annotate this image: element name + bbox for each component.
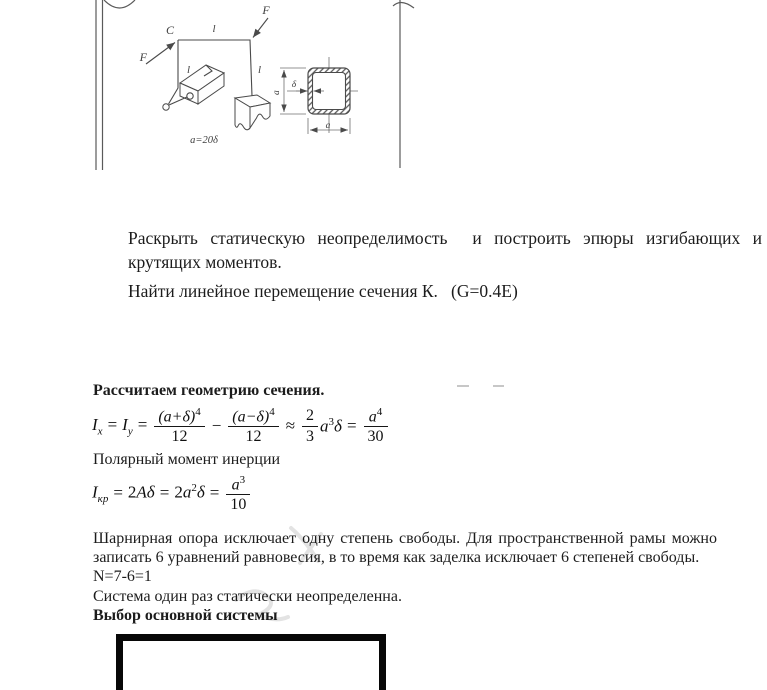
minus-operator: − bbox=[211, 416, 222, 435]
label-delta: δ bbox=[291, 80, 297, 90]
label-a-horizontal: a bbox=[325, 121, 331, 131]
fixed-support-block bbox=[235, 95, 270, 130]
conclusion-line: Система один раз статически неопределенна. bbox=[93, 587, 402, 605]
term-a3-delta: $a^3\delta$ bbox=[320, 415, 342, 436]
force-arrow-right bbox=[253, 18, 268, 38]
label-force-left: F bbox=[139, 50, 147, 64]
label-length-top: l bbox=[212, 23, 216, 35]
frame-left-member bbox=[169, 40, 179, 104]
polar-moment-label: Полярный момент инерции bbox=[93, 451, 281, 468]
equals-operator: = bbox=[346, 416, 357, 435]
cut-circle-arc-right bbox=[393, 2, 414, 8]
cut-circle-arc-left bbox=[104, 0, 135, 8]
paragraph-line-2: записать 6 уравнений равновесия, в то время как заделка исключает 6 степеней свободы. bbox=[93, 549, 700, 567]
problem-figure bbox=[85, 0, 430, 175]
formula-lhs: $I_x = I_y$ = bbox=[92, 414, 148, 438]
formula-moment-of-inertia bbox=[92, 402, 390, 450]
problem-statement-line-2: крутящих моментов. bbox=[128, 252, 282, 272]
hinge-ball bbox=[163, 104, 169, 110]
force-arrow-left bbox=[146, 43, 175, 65]
fraction-a4-30: $\frac{a^4}{30}$ bbox=[364, 406, 388, 447]
equation-n: N=7-6=1 bbox=[93, 568, 152, 586]
label-scale-note: a=20δ bbox=[190, 135, 218, 146]
fraction-two-thirds: $\frac{2}{3}$ bbox=[302, 406, 318, 445]
figure-border bbox=[96, 0, 414, 170]
label-a-vertical: a bbox=[272, 90, 282, 95]
problem-task-displacement: Найти линейное перемещение сечения К. (G=0.4E) bbox=[128, 281, 518, 301]
formula-polar-moment bbox=[92, 471, 252, 517]
paragraph-line-1: Шарнирная опора исключает одну степень свободы. Для пространственной рамы можно bbox=[93, 530, 717, 547]
label-corner-c: C bbox=[165, 23, 175, 37]
formula-lhs: $I_{кр} = 2A\delta = 2a^2\delta$ = bbox=[92, 482, 220, 506]
approx-operator: ≈ bbox=[285, 416, 296, 435]
problem-statement-line-1: Раскрыть статическую неопределимость и построить эпюры изгибающих и bbox=[128, 228, 762, 248]
section-geometry-heading: Рассчитаем геометрию сечения. bbox=[93, 382, 325, 399]
cross-section bbox=[280, 57, 358, 134]
label-force-right: F bbox=[262, 3, 270, 17]
basic-system-figure-box bbox=[116, 634, 386, 690]
fraction-1: $\frac{(a+\delta)^4}{12}$ bbox=[154, 406, 204, 447]
fraction-a3-10: $\frac{a^3}{10}$ bbox=[226, 474, 250, 515]
label-length-right: l bbox=[258, 64, 262, 76]
ball-support-block bbox=[163, 65, 224, 110]
fraction-2: $\frac{(a-\delta)^4}{12}$ bbox=[228, 406, 278, 447]
basic-system-heading: Выбор основной системы bbox=[93, 606, 278, 624]
label-length-left: l bbox=[187, 64, 191, 76]
problem-statement bbox=[128, 226, 762, 274]
static-indeterminacy-paragraph bbox=[93, 529, 727, 625]
